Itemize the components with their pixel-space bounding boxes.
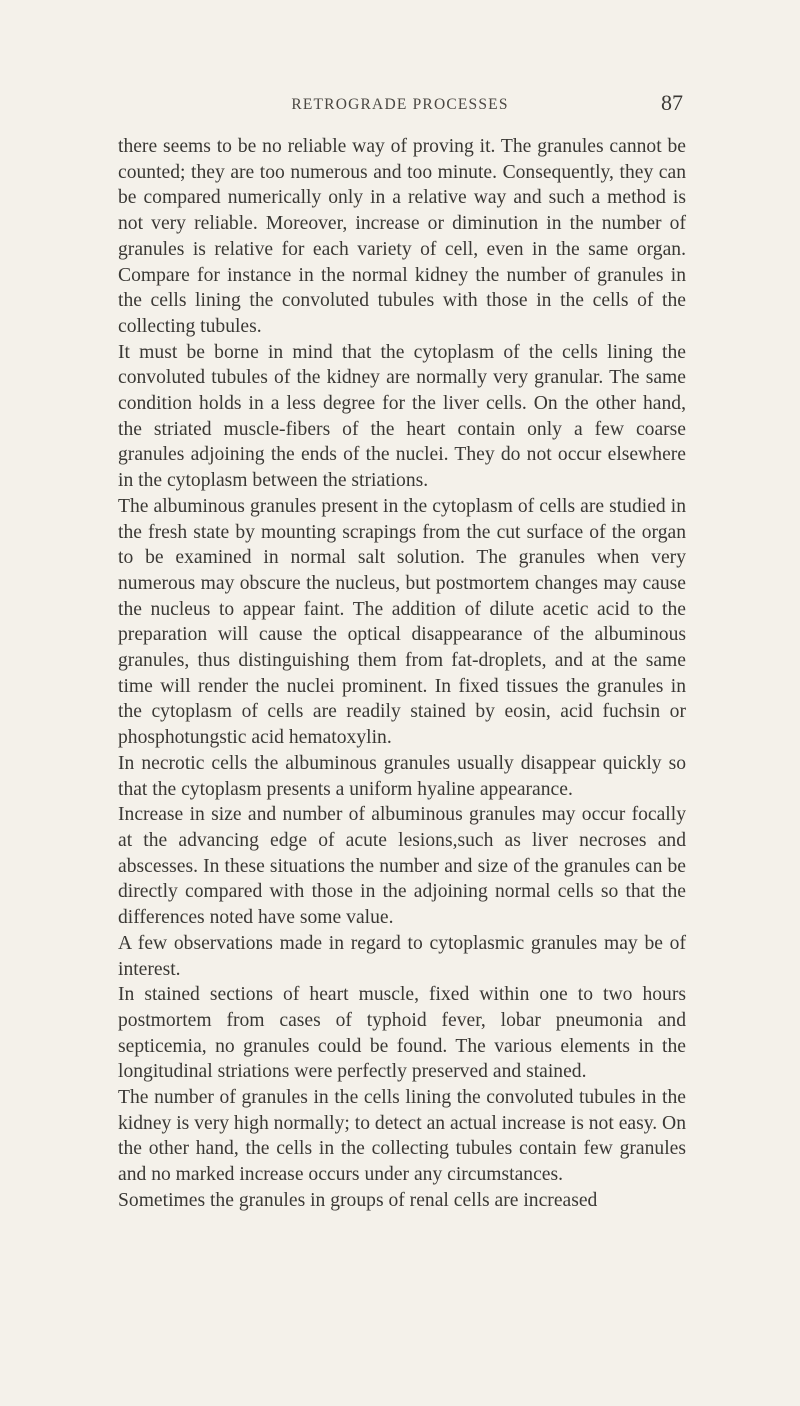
- paragraph: The albuminous granules present in the cytoplasm of cells are studied in the fresh state by mounting scrapings from the cut surface of the organ to be examined in normal salt solution. The granules when very numerous may obscure the nucleus, but postmortem changes may cause the nucleus to appear faint. The addition of dilute acetic acid to the preparation will cause the optical disappearance of the albuminous granules, thus distinguishing them from fat-droplets, and at the same time will render the nuclei prominent. In fixed tissues the granules in the cytoplasm of cells are readily stained by eosin, acid fuchsin or phosphotungstic acid hematoxylin.: [118, 495, 686, 749]
- paragraph: Increase in size and number of albuminous granules may occur focally at the advancing edge of acute lesions,such as liver necroses and abscesses. In these situations the number and size of the granules can be directly compared with those in the adjoining normal cells so that the differences noted have some value.: [118, 804, 686, 929]
- running-head: [0, 90, 800, 120]
- paragraph: Sometimes the granules in groups of renal cells are increased: [118, 1189, 598, 1211]
- paragraph: In necrotic cells the albuminous granules usually disappear quickly so that the cytoplasm presents a uniform hyaline appearance.: [118, 752, 686, 800]
- running-title: RETROGRADE PROCESSES: [291, 96, 509, 113]
- paragraph: there seems to be no reliable way of proving it. The granules cannot be counted; they are too numerous and too minute. Consequently, they can be compared numerically only in a relative way and such a method is not very reliable. Moreover, increase or diminution in the number of granules is relative for each variety of cell, even in the same organ. Compare for instance in the normal kidney the number of granules in the cells lining the convoluted tubules with those in the cells of the collecting tubules.: [118, 136, 686, 337]
- paragraph: In stained sections of heart muscle, fixed within one to two hours postmortem from cases of typhoid fever, lobar pneumonia and septicemia, no granules could be found. The various elements in the longitudinal striations were perfectly preserved and stained.: [118, 984, 686, 1083]
- paragraph: The number of granules in the cells lining the convoluted tubules in the kidney is very high normally; to detect an actual increase is not easy. On the other hand, the cells in the collecting tubules contain few granules and no marked increase occurs under any circumstances.: [118, 1087, 686, 1186]
- paragraph: A few observations made in regard to cytoplasmic granules may be of interest.: [118, 932, 686, 980]
- page-number: 87: [661, 90, 683, 115]
- paragraph: It must be borne in mind that the cytoplasm of the cells lining the convoluted tubules of the kidney are normally very granular. The same condition holds in a less degree for the liver cells. On the other hand, the striated muscle-fibers of the heart contain only a few coarse granules adjoining the ends of the nuclei. They do not occur elsewhere in the cytoplasm between the striations.: [118, 341, 686, 492]
- body-text: [118, 134, 686, 1214]
